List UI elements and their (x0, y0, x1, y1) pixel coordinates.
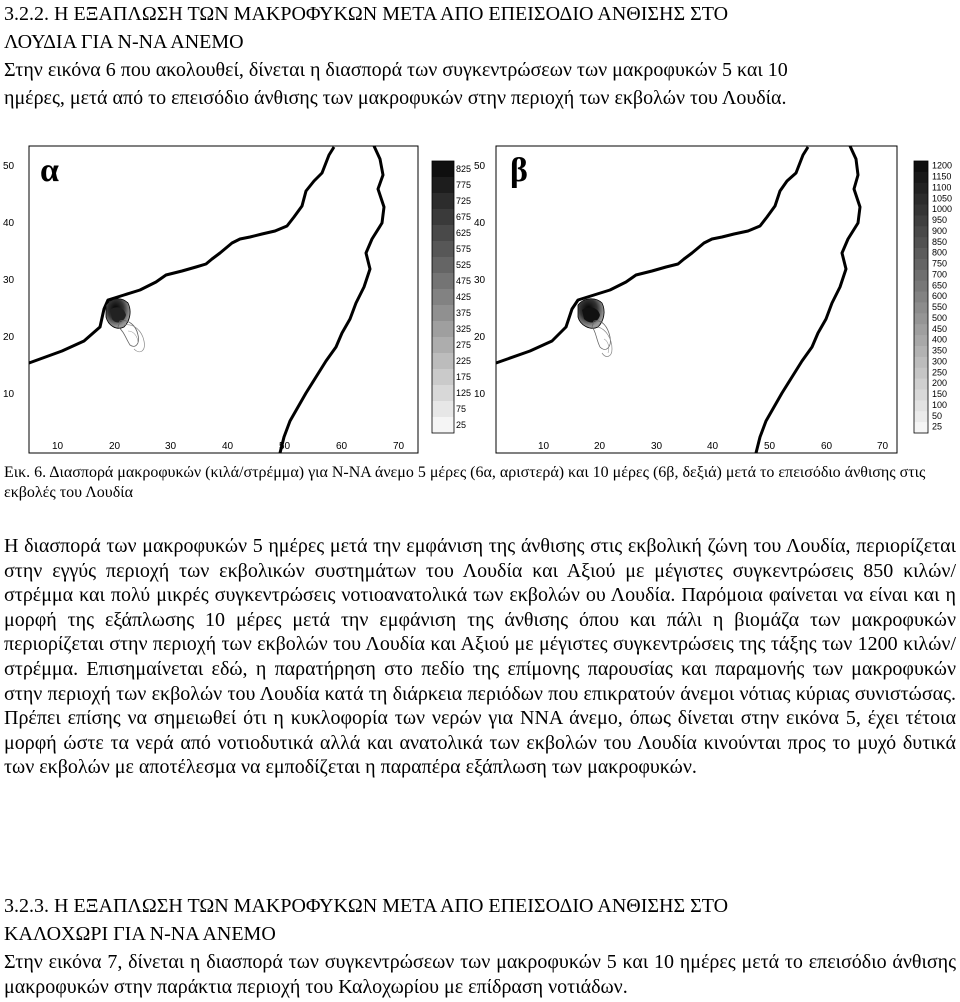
colorbar-swatch (914, 237, 928, 248)
panel-b (474, 146, 952, 453)
colorbar-label: 625 (456, 228, 472, 239)
colorbar-label: 425 (456, 292, 472, 303)
panel-a-east-coast (280, 146, 384, 453)
panel-b-y-ticks (474, 161, 486, 400)
colorbar-swatch (914, 411, 928, 422)
colorbar-swatch (432, 289, 454, 306)
colorbar-label: 500 (932, 312, 948, 323)
colorbar-swatch (914, 346, 928, 357)
colorbar-label: 75 (456, 404, 467, 415)
figure-6 (0, 125, 960, 465)
colorbar-label: 350 (932, 345, 948, 356)
colorbar-label: 675 (456, 212, 472, 223)
colorbar-swatch (914, 357, 928, 368)
panel-a-x-tick: 10 (52, 441, 64, 452)
colorbar-label: 700 (932, 269, 948, 280)
colorbar-swatch (914, 324, 928, 335)
colorbar-label: 175 (456, 372, 472, 383)
colorbar-swatch (432, 385, 454, 402)
colorbar-label: 600 (932, 291, 948, 302)
colorbar-swatch (432, 209, 454, 226)
panel-a-x-ticks (52, 441, 405, 452)
colorbar-swatch (914, 379, 928, 390)
panel-a-coastline (29, 147, 334, 363)
colorbar-swatch (914, 183, 928, 194)
section-heading-3-2-2-line1: 3.2.2. Η ΕΞΑΠΛΩΣΗ ΤΩΝ ΜΑΚΡΟΦΥΚΩΝ ΜΕΤΑ ΑΠΟ ΕΠΕΙΣΟΔΙΟ ΑΝΘΙΣΗΣ ΣΤΟ (4, 3, 729, 25)
panel-a-colorbar (432, 161, 471, 434)
figure-6-caption: Εικ. 6. Διασπορά μακροφυκών (κιλά/στρέμμα) για Ν-ΝΑ άνεμο 5 μέρες (6α, αριστερά) και 10 μέρες (6β, δεξιά) μετά το επεισόδιο άνθισης στις εκβολές του Λουδία (4, 464, 926, 501)
panel-b-east-coast (756, 146, 860, 453)
colorbar-swatch (432, 321, 454, 338)
colorbar-label: 250 (932, 367, 948, 378)
panel-b-y-tick: 40 (474, 218, 486, 229)
colorbar-swatch (914, 270, 928, 281)
colorbar-swatch (914, 161, 928, 172)
panel-b-x-ticks (538, 441, 889, 452)
colorbar-label: 275 (456, 340, 472, 351)
colorbar-swatch (914, 205, 928, 216)
colorbar-label: 1200 (932, 160, 953, 171)
panel-a-y-tick: 40 (3, 218, 15, 229)
panel-b-colorbar (914, 161, 952, 434)
figure-6-maps (0, 125, 960, 465)
panel-b-y-tick: 30 (474, 275, 486, 286)
colorbar-label: 400 (932, 334, 948, 345)
panel-b-letter: β (510, 152, 528, 189)
colorbar-label: 650 (932, 280, 948, 291)
panel-a-x-tick: 50 (279, 441, 291, 452)
panel-b-coastline (496, 147, 808, 363)
colorbar-label: 950 (932, 215, 948, 226)
panel-a-x-tick: 20 (109, 441, 121, 452)
colorbar-swatch (432, 257, 454, 274)
colorbar-swatch (914, 215, 928, 226)
panel-b-x-tick: 40 (707, 441, 719, 452)
colorbar-label: 225 (456, 356, 472, 367)
colorbar-swatch (432, 401, 454, 418)
colorbar-label: 800 (932, 247, 948, 258)
panel-b-x-tick: 50 (764, 441, 776, 452)
colorbar-swatch (432, 177, 454, 194)
panel-a-y-tick: 30 (3, 275, 15, 286)
colorbar-swatch (914, 313, 928, 324)
panel-a-frame (29, 146, 418, 453)
colorbar-swatch (914, 389, 928, 400)
colorbar-swatch (432, 337, 454, 354)
colorbar-label: 325 (456, 324, 472, 335)
colorbar-label: 525 (456, 260, 472, 271)
colorbar-swatch (432, 161, 454, 178)
panel-b-x-tick: 10 (538, 441, 550, 452)
colorbar-label: 850 (932, 236, 948, 247)
colorbar-label: 50 (932, 410, 943, 421)
body-paragraph: Η διασπορά των μακροφυκών 5 ημέρες μετά την εμφάνιση της άνθισης στις εκβολική ζώνη του Λουδία, περιορίζεται στην εγγύς περιοχή των εκβολικών συστημάτων του Λουδία και Αξιού με μέγιστες συγκεντρώσεις 850 κιλών/στρέμμα και πολύ μικρές συγκεντρώσεις νοτιοανατολικά των εκβολών ου Λουδία. Παρόμοια φαίνεται να είναι και η μορφή της εξάπλωσης 10 μέρες μετά την εμφάνιση της άνθισης όπου και πάλι η βιομάζα των μακροφυκών περιορίζεται στην περιοχή των εκβολών του Λουδία και Αξιού με μέγιστες συγκεντρώσεις της τάξης των 1200 κιλών/στρέμμα. Επισημαίνεται εδώ, η παρατήρηση στο πεδίο της επίμονης παρουσίας και παραμονής των μακροφυκών στην περιοχή των εκβολών του Λουδία κατά τη διάρκεια περιόδων που επικρατούν άνεμοι νότιας κύριας συνιστώσας. Πρέπει επίσης να σημειωθεί ότι η κυκλοφορία των νερών για ΝΝΑ άνεμο, όπως δίνεται στην εικόνα 5, έχει τέτοια μορφή ώστε τα νερά από νοτιοδυτικά αλλά και ανατολικά των εκβολών του Λουδία κινούνται προς το μυχό δυτικά των εκβολών με αποτέλεσμα να εμποδίζεται η παραπέρα εξάπλωση των μακροφυκών. (4, 535, 956, 779)
colorbar-swatch (432, 225, 454, 242)
panel-b-y-tick: 20 (474, 332, 486, 343)
colorbar-swatch (914, 368, 928, 379)
colorbar-label: 750 (932, 258, 948, 269)
colorbar-label: 900 (932, 225, 948, 236)
panel-a-x-tick: 30 (165, 441, 177, 452)
colorbar-swatch (914, 400, 928, 411)
panel-a-x-tick: 40 (222, 441, 234, 452)
colorbar-swatch (432, 193, 454, 210)
colorbar-swatch (914, 248, 928, 259)
colorbar-swatch (914, 259, 928, 270)
section-heading-3-2-2-line2: ΛΟΥΔΙΑ ΓΙΑ Ν-ΝΑ ΑΝΕΜΟ (4, 31, 244, 53)
colorbar-label: 1000 (932, 204, 953, 215)
panel-b-y-tick: 10 (474, 389, 486, 400)
panel-b-x-tick: 60 (821, 441, 833, 452)
colorbar-swatch (914, 172, 928, 183)
colorbar-swatch (432, 369, 454, 386)
colorbar-label: 300 (932, 356, 948, 367)
colorbar-label: 125 (456, 388, 472, 399)
panel-b-y-tick: 50 (474, 161, 486, 172)
colorbar-label: 1050 (932, 193, 953, 204)
colorbar-swatch (914, 194, 928, 205)
panel-b-concentration-patch (578, 299, 612, 357)
panel-b-x-tick: 20 (594, 441, 606, 452)
section-heading-3-2-3-line2: ΚΑΛΟΧΩΡΙ ΓΙΑ Ν-ΝΑ ΑΝΕΜΟ (4, 923, 276, 945)
colorbar-swatch (432, 241, 454, 258)
colorbar-label: 725 (456, 196, 472, 207)
panel-a-y-tick: 20 (3, 332, 15, 343)
colorbar-label: 1150 (932, 171, 952, 182)
colorbar-swatch (432, 417, 454, 434)
intro-text-line1: Στην εικόνα 6 που ακολουθεί, δίνεται η διασπορά των συγκεντρώσεων των μακροφυκών 5 και 10 (4, 59, 788, 81)
colorbar-swatch (432, 273, 454, 290)
colorbar-label: 550 (932, 302, 948, 313)
colorbar-label: 375 (456, 308, 472, 319)
panel-a-concentration-patch (106, 299, 144, 352)
colorbar-swatch (914, 302, 928, 313)
panel-a-y-tick: 10 (3, 389, 15, 400)
panel-b-x-tick: 70 (877, 441, 889, 452)
panel-b-x-tick: 30 (651, 441, 663, 452)
panel-a (3, 146, 471, 453)
colorbar-label: 775 (456, 180, 472, 191)
panel-a-x-tick: 60 (336, 441, 348, 452)
colorbar-swatch (914, 226, 928, 237)
panel-b-frame (496, 146, 897, 453)
colorbar-label: 475 (456, 276, 472, 287)
colorbar-swatch (432, 305, 454, 322)
panel-a-x-tick: 70 (393, 441, 405, 452)
colorbar-label: 25 (456, 420, 467, 431)
panel-a-y-ticks (3, 161, 15, 400)
section-3-2-3-intro: Στην εικόνα 7, δίνεται η διασπορά των συγκεντρώσεων των μακροφυκών 5 και 10 ημέρες μετά το επεισόδιο άνθισης μακροφυκών στην παράκτια περιοχή του Καλοχωρίου με επίδραση νοτιάδων. (4, 951, 956, 998)
colorbar-swatch (914, 422, 928, 433)
colorbar-label: 450 (932, 323, 948, 334)
colorbar-swatch (914, 281, 928, 292)
colorbar-swatch (914, 292, 928, 303)
colorbar-swatch (432, 353, 454, 370)
colorbar-label: 825 (456, 164, 472, 175)
colorbar-label: 575 (456, 244, 472, 255)
intro-text-line2: ημέρες, μετά από το επεισόδιο άνθισης των μακροφυκών στην περιοχή των εκβολών του Λουδία. (4, 87, 787, 109)
colorbar-label: 1100 (932, 182, 952, 193)
colorbar-label: 100 (932, 399, 948, 410)
colorbar-label: 200 (932, 378, 948, 389)
panel-a-letter: α (40, 152, 59, 189)
section-heading-3-2-3-line1: 3.2.3. Η ΕΞΑΠΛΩΣΗ ΤΩΝ ΜΑΚΡΟΦΥΚΩΝ ΜΕΤΑ ΑΠΟ ΕΠΕΙΣΟΔΙΟ ΑΝΘΙΣΗΣ ΣΤΟ (4, 895, 729, 917)
colorbar-label: 25 (932, 421, 943, 432)
colorbar-swatch (914, 335, 928, 346)
panel-a-y-tick: 50 (3, 161, 15, 172)
colorbar-label: 150 (932, 389, 948, 400)
